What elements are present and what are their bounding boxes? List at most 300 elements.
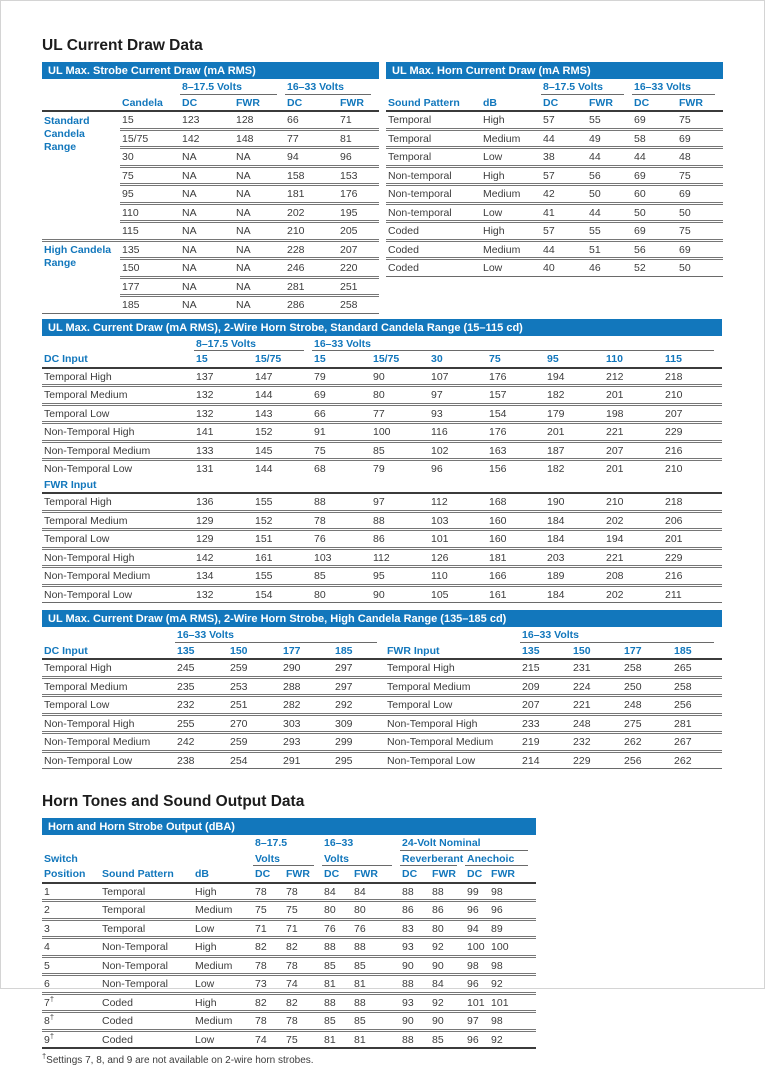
table-cell: High	[481, 166, 541, 185]
table-cell: 207	[338, 240, 379, 259]
table-cell: Coded	[100, 1012, 193, 1031]
table-cell: 221	[571, 696, 622, 715]
table-cell: 58	[632, 129, 677, 148]
table-cell: 143	[253, 404, 312, 423]
table-cell: Coded	[100, 1030, 193, 1048]
table-row	[42, 567, 722, 586]
table-cell: 132	[194, 386, 253, 405]
table-cell: 88	[352, 938, 400, 957]
col-candela-value: 15	[312, 351, 371, 368]
table-cell: 256	[622, 751, 672, 769]
table-cell: 96	[338, 148, 379, 167]
table-cell: Coded	[386, 222, 481, 241]
volt-group-8-17: 8–17.5 Volts	[541, 79, 632, 95]
table-cell: 74	[284, 975, 322, 994]
table-cell: 154	[253, 585, 312, 603]
table-cell: 281	[285, 277, 338, 296]
table-cell: 207	[520, 696, 571, 715]
table-cell: 133	[194, 441, 253, 460]
table-cell: 123	[182, 114, 200, 126]
table-cell: NA	[180, 222, 234, 241]
table-cell: 185	[120, 296, 180, 314]
table-cell: 155	[255, 496, 273, 508]
table-cell: Non-Temporal Low	[385, 751, 520, 769]
table-cell: NA	[234, 222, 285, 241]
table-cell: 158	[285, 166, 338, 185]
col-switch-line1: Switch	[44, 852, 78, 865]
table-row	[42, 919, 536, 938]
table-cell: 254	[228, 751, 281, 769]
table-cell: 92	[430, 938, 465, 957]
table-cell: 77	[285, 129, 338, 148]
table-cell: 215	[522, 662, 540, 674]
col-dc: DC	[400, 866, 430, 883]
table-cell: Temporal Low	[385, 696, 520, 715]
table-cell: 163	[487, 441, 545, 460]
table-cell: 218	[665, 370, 683, 383]
table-cell: 258	[624, 662, 642, 674]
table-cell: 96	[465, 901, 489, 920]
table-cell: NA	[234, 240, 285, 259]
section-title-current-draw: UL Current Draw Data	[42, 37, 203, 54]
spacer-cell	[42, 95, 120, 112]
table-cell: 229	[571, 751, 622, 769]
col-sound-pattern: Sound Pattern	[386, 95, 481, 112]
table-cell: 242	[175, 733, 228, 752]
table-cell: 233	[520, 714, 571, 733]
spacer-cell	[481, 79, 541, 95]
table-cell: 81	[352, 1030, 400, 1048]
table-cell: 110	[120, 203, 180, 222]
table-cell: 90	[430, 956, 465, 975]
table-cell: 94	[465, 919, 489, 938]
column-header-row	[42, 643, 722, 660]
table-cell: 2	[42, 901, 100, 920]
col-dc-input: DC Input	[42, 351, 194, 368]
table-cell: 141	[194, 423, 253, 442]
table-cell: 44	[587, 203, 632, 222]
table-cell: 205	[338, 222, 379, 241]
table-cell: NA	[180, 148, 234, 167]
table-cell: 88	[432, 885, 444, 898]
table-cell: 69	[677, 185, 723, 204]
table-cell: 84	[354, 885, 366, 898]
table-cell: Temporal	[386, 129, 481, 148]
table-cell: High	[195, 885, 217, 898]
table-cell: 202	[604, 585, 663, 603]
table-cell: 100	[489, 938, 536, 957]
table-cell: 161	[487, 585, 545, 603]
table-cell: 248	[622, 696, 672, 715]
volt-group-header-row	[42, 79, 379, 95]
footnote-text: Settings 7, 8, and 9 are not available on 2-wire horn strobes.	[46, 1055, 314, 1066]
table-cell: 210	[663, 460, 722, 477]
table-cell: 210	[606, 496, 624, 508]
table-cell: Temporal	[100, 919, 193, 938]
volt-group-header-row	[386, 79, 723, 95]
table-cell: 190	[547, 496, 565, 508]
table-row	[42, 585, 722, 603]
table-cell: 203	[545, 548, 604, 567]
col-candela-value: 115	[663, 351, 722, 368]
col-fwr: FWR	[430, 866, 465, 883]
table-cell: 295	[333, 751, 385, 769]
spacer-cell	[42, 79, 120, 95]
table-cell: 161	[253, 548, 312, 567]
table-cell: 132	[194, 404, 253, 423]
table-cell: 184	[545, 530, 604, 549]
table-cell: 253	[228, 677, 281, 696]
table-cell: 57	[541, 166, 587, 185]
table-cell: 262	[622, 733, 672, 752]
table-cell: 256	[672, 696, 722, 715]
table-row	[42, 493, 722, 511]
column-header-row	[386, 95, 723, 112]
table-row	[42, 901, 536, 920]
table-row	[42, 404, 722, 423]
volt-group-header-row	[42, 336, 722, 352]
table-cell: 229	[663, 548, 722, 567]
table-cell: 232	[571, 733, 622, 752]
table-cell: 157	[487, 386, 545, 405]
table-cell: 66	[287, 114, 299, 126]
table-cell: Low	[481, 203, 541, 222]
table-cell: 88	[402, 885, 414, 898]
table-cell: 131	[194, 460, 253, 477]
table-cell: 85	[322, 1012, 352, 1031]
table-cell: 198	[604, 404, 663, 423]
table-cell: 134	[194, 567, 253, 586]
volt-group-16-33-line2: Volts	[322, 851, 400, 867]
table-cell: 79	[371, 460, 429, 477]
table-row	[42, 975, 536, 994]
table-cell: Temporal Low	[42, 530, 194, 549]
table-cell: 126	[429, 548, 487, 567]
table-cell: 80	[322, 901, 352, 920]
table-cell: 102	[429, 441, 487, 460]
col-fwr-input: FWR Input	[385, 643, 520, 660]
table-cell: 179	[545, 404, 604, 423]
col-fwr: FWR	[489, 866, 536, 883]
table-cell: 259	[230, 662, 248, 674]
table-cell: 208	[604, 567, 663, 586]
table-cell: 57	[543, 114, 555, 126]
table-cell: 82	[253, 938, 284, 957]
table-cell: 221	[604, 423, 663, 442]
volt-group-16-33: 16–33 Volts	[175, 627, 385, 643]
fwr-input-band	[42, 477, 722, 494]
table-cell: 86	[371, 530, 429, 549]
table-cell: 147	[255, 370, 273, 383]
col-fwr: FWR	[234, 95, 285, 112]
table-row	[42, 423, 722, 442]
col-candela-value: 177	[281, 643, 333, 660]
volt-group-header-row-2	[42, 851, 536, 867]
table-cell: Temporal Medium	[42, 386, 194, 405]
col-dc: DC	[253, 866, 284, 883]
col-fwr: FWR	[284, 866, 322, 883]
table-cell: 96	[489, 901, 536, 920]
table-cell: Temporal Low	[42, 404, 194, 423]
table-cell: 181	[487, 548, 545, 567]
table-cell: 282	[281, 696, 333, 715]
table-cell: 309	[333, 714, 385, 733]
table-cell: Low	[481, 148, 541, 167]
table-cell: 93	[400, 938, 430, 957]
table-row	[42, 714, 722, 733]
col-dc: DC	[285, 95, 338, 112]
table-cell: Non-temporal	[386, 166, 481, 185]
table-row	[42, 883, 536, 901]
table-cell: 56	[632, 240, 677, 259]
table-cell: 232	[175, 696, 228, 715]
col-candela-value: 177	[622, 643, 672, 660]
table-cell: Non-Temporal Medium	[42, 733, 175, 752]
table-cell: 84	[324, 885, 336, 898]
table-cell: 98	[465, 956, 489, 975]
table-cell: 216	[663, 567, 722, 586]
table-cell: 144	[253, 460, 312, 477]
table-cell: 41	[541, 203, 587, 222]
table-cell: 78	[284, 1012, 322, 1031]
output-table	[42, 835, 536, 1049]
table-cell: 71	[284, 919, 322, 938]
col-candela-value: 185	[333, 643, 385, 660]
table-cell: 291	[281, 751, 333, 769]
table-cell: High	[481, 222, 541, 241]
table-cell: 75	[677, 222, 723, 241]
table-cell: NA	[234, 259, 285, 278]
table-cell: Non-Temporal Medium	[42, 441, 194, 460]
output-table-body	[42, 883, 536, 1049]
table-cell: 214	[520, 751, 571, 769]
table-row	[386, 111, 723, 129]
table-cell: 9†	[42, 1030, 100, 1048]
group-reverberant: Reverberant	[402, 852, 464, 865]
table-cell: 85	[371, 441, 429, 460]
table-cell: 78	[253, 956, 284, 975]
high-candela-body	[42, 659, 722, 769]
col-dc: DC	[632, 95, 677, 112]
table-cell: 88	[400, 975, 430, 994]
table-cell: Temporal Medium	[42, 511, 194, 530]
table-cell: 156	[487, 460, 545, 477]
table-cell: 69	[677, 240, 723, 259]
table-cell: 281	[672, 714, 722, 733]
table-cell: Non-Temporal Low	[42, 751, 175, 769]
horn-table-title-bar: UL Max. Horn Current Draw (mA RMS)	[386, 62, 723, 79]
table-cell: 48	[677, 148, 723, 167]
table-cell: Medium	[481, 240, 541, 259]
fwr-input-label: FWR Input	[42, 477, 722, 494]
volt-group-header-row-1	[42, 835, 536, 851]
table-cell: NA	[234, 185, 285, 204]
table-cell: 44	[541, 129, 587, 148]
table-row	[42, 548, 722, 567]
strobe-table-section	[42, 62, 379, 314]
table-cell: Non-Temporal Low	[42, 585, 194, 603]
table-cell: 293	[281, 733, 333, 752]
table-cell: 150	[120, 259, 180, 278]
volt-group-8-17-line2: Volts	[253, 851, 322, 867]
spacer-cell	[386, 79, 481, 95]
table-cell: 101	[489, 993, 536, 1012]
table-row	[386, 185, 723, 204]
table-cell: 69	[312, 386, 371, 405]
spacer-cell	[120, 79, 180, 95]
table-cell: 75	[312, 441, 371, 460]
table-row	[386, 166, 723, 185]
table-cell: 44	[541, 240, 587, 259]
table-cell: NA	[180, 296, 234, 314]
table-cell: 78	[312, 511, 371, 530]
table-cell: 145	[253, 441, 312, 460]
table-row	[42, 530, 722, 549]
table-cell: 168	[489, 496, 507, 508]
table-cell: 38	[541, 148, 587, 167]
table-cell: 231	[573, 662, 591, 674]
table-cell: 75	[284, 1030, 322, 1048]
col-fwr: FWR	[352, 866, 400, 883]
table-cell: 245	[177, 662, 195, 674]
table-row	[386, 259, 723, 277]
table-cell: Non-Temporal High	[42, 714, 175, 733]
table-row	[386, 148, 723, 167]
col-candela-value: 135	[520, 643, 571, 660]
table-cell: 4	[42, 938, 100, 957]
table-cell: 56	[587, 166, 632, 185]
table-cell: 75	[284, 901, 322, 920]
table-cell: 75	[679, 114, 691, 126]
table-cell: 15	[122, 114, 134, 126]
table-row	[42, 1030, 536, 1048]
table-cell: Medium	[481, 185, 541, 204]
table-cell: 251	[338, 277, 379, 296]
spacer-cell	[42, 835, 253, 851]
table-cell: Temporal	[102, 885, 146, 898]
col-dc: DC	[322, 866, 352, 883]
table-cell: Medium	[193, 901, 253, 920]
table-cell: 88	[322, 938, 352, 957]
table-cell: 128	[236, 114, 254, 126]
table-cell: 1	[44, 885, 50, 898]
table-cell: 95	[120, 185, 180, 204]
table-cell: 238	[175, 751, 228, 769]
table-cell: 82	[284, 993, 322, 1012]
table-cell: 246	[285, 259, 338, 278]
table-cell: 107	[431, 370, 449, 383]
col-fwr: FWR	[677, 95, 723, 112]
table-cell: 76	[352, 919, 400, 938]
table-row	[42, 441, 722, 460]
table-cell: 97	[429, 386, 487, 405]
table-cell: Temporal	[386, 148, 481, 167]
group-24v-nominal: 24-Volt Nominal	[400, 835, 536, 851]
table-cell: NA	[180, 185, 234, 204]
col-dc: DC	[180, 95, 234, 112]
table-cell: NA	[234, 296, 285, 314]
table-cell: 81	[338, 129, 379, 148]
col-db: dB	[193, 866, 253, 883]
table-row	[42, 111, 379, 129]
table-cell: High	[193, 993, 253, 1012]
table-row	[42, 477, 722, 494]
table-cell: 270	[228, 714, 281, 733]
table-cell: 219	[520, 733, 571, 752]
col-sound-pattern: Sound Pattern	[100, 866, 193, 883]
spacer-cell	[42, 336, 194, 352]
table-cell: 224	[571, 677, 622, 696]
table-cell: 184	[545, 585, 604, 603]
table-cell: 99	[467, 885, 479, 898]
table-cell: 228	[285, 240, 338, 259]
row-group-label: Standard Candela Range	[44, 114, 90, 153]
table-cell: 235	[175, 677, 228, 696]
table-cell: 182	[545, 460, 604, 477]
spacer-cell	[100, 851, 253, 867]
table-cell: 69	[632, 166, 677, 185]
table-cell: 221	[604, 548, 663, 567]
table-cell: 90	[400, 956, 430, 975]
table-cell: High	[193, 938, 253, 957]
col-candela-value: 15/75	[253, 351, 312, 368]
table-cell: 5	[42, 956, 100, 975]
table-cell: 69	[634, 114, 646, 126]
table-cell: Temporal High	[44, 496, 112, 508]
table-cell: 69	[632, 222, 677, 241]
output-table-section	[42, 818, 536, 1049]
table-cell: 258	[672, 677, 722, 696]
table-cell: Coded	[386, 259, 481, 277]
row-group-label: High Candela Range	[42, 240, 120, 313]
table-cell: 275	[622, 714, 672, 733]
table-cell: Temporal High	[44, 662, 112, 674]
table-cell: 229	[663, 423, 722, 442]
table-cell: 299	[333, 733, 385, 752]
table-cell: 46	[587, 259, 632, 277]
table-cell: 15/75	[120, 129, 180, 148]
col-candela-value: 150	[571, 643, 622, 660]
table-cell: 142	[180, 129, 234, 148]
table-cell: 80	[312, 585, 371, 603]
table-row	[42, 677, 722, 696]
table-cell: 49	[587, 129, 632, 148]
table-cell: 83	[400, 919, 430, 938]
table-cell: 202	[604, 511, 663, 530]
col-candela-value: 15	[194, 351, 253, 368]
table-cell: 85	[312, 567, 371, 586]
table-cell: NA	[180, 166, 234, 185]
section-title-horn-tones: Horn Tones and Sound Output Data	[42, 793, 305, 810]
output-table-title-bar: Horn and Horn Strobe Output (dBA)	[42, 818, 536, 835]
col-fwr: FWR	[338, 95, 379, 112]
table-row	[42, 956, 536, 975]
table-cell: NA	[234, 166, 285, 185]
horn-table-body	[386, 111, 723, 276]
table-cell: 78	[253, 1012, 284, 1031]
dagger-mark: †	[49, 994, 55, 1003]
table-cell: 292	[333, 696, 385, 715]
table-cell: 166	[487, 567, 545, 586]
table-cell: NA	[234, 277, 285, 296]
table-row	[42, 751, 722, 769]
table-cell: 97	[373, 496, 385, 508]
table-cell: 51	[587, 240, 632, 259]
volt-group-16-33: 16–33 Volts	[520, 627, 722, 643]
table-cell: 129	[194, 511, 253, 530]
table-cell: 142	[194, 548, 253, 567]
high-candela-table	[42, 627, 722, 769]
